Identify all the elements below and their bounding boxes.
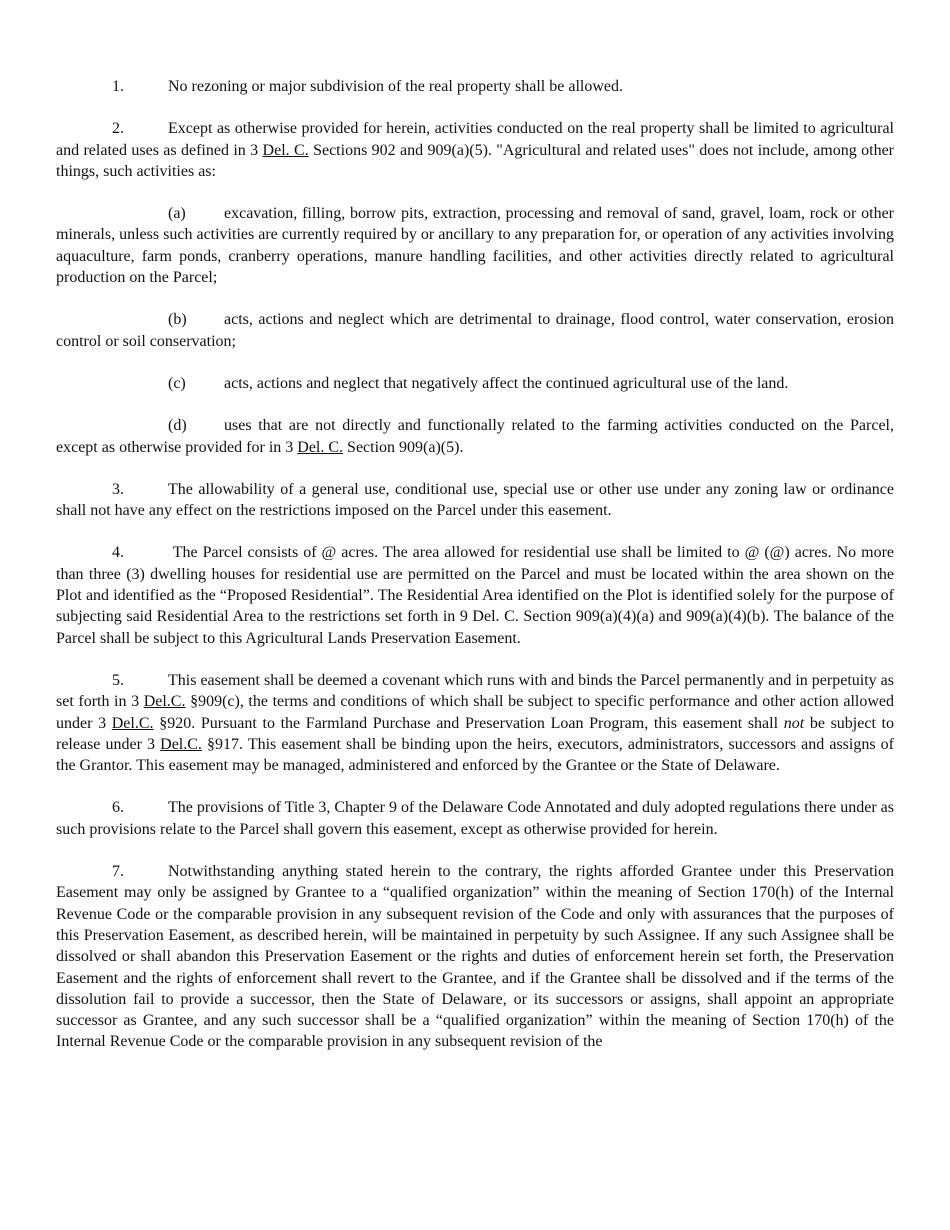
paragraph-number: 3.: [112, 480, 124, 498]
paragraph-text: acts, actions and neglect which are detrimental to drainage, flood control, water conservation, erosion control or soil conservation;: [56, 311, 894, 350]
paragraph-text: acts, actions and neglect that negatively affect the continued agricultural use of the land.: [224, 374, 789, 392]
paragraph-number: 4.: [112, 544, 124, 562]
document-page: [56, 76, 894, 1074]
subparagraph-letter: (c): [168, 374, 186, 392]
paragraph-text: Notwithstanding anything stated herein to the contrary, the rights afforded Grantee under this Preservation Easement may only be assigned by Grantee to a “qualified organization” within the meaning of Section 170(h) of the Internal Revenue Code or the comparable provision in any subsequent revision of the Code and only with assurances that the purposes of this Preservation Easement, as described herein, will be maintained in perpetuity by such Assignee. If any such Assignee shall be dissolved or shall abandon this Preservation Easement or the rights and duties of enforcement herein set forth, the Preservation Easement and the rights of enforcement shall revert to the Grantee, and if the Grantee shall be dissolved and if the terms of the dissolution fail to provide a successor, then the State of Delaware, or its successors or assigns, shall appoint an appropriate successor as Grantee, and any such successor shall be a “qualified organization” within the meaning of Section 170(h) of the Internal Revenue Code or the comparable provision in any subsequent revision of the: [56, 863, 894, 1051]
subparagraph-c: [56, 373, 894, 394]
statute-citation: Del. C.: [262, 141, 309, 159]
paragraph-3: [56, 479, 894, 522]
paragraph-text: §917. This easement shall be binding upon the heirs, executors, administrators, successors and assigns of the Grantor. This easement may be managed, administered and enforced by the Grantee or the State of Delaware.: [56, 735, 894, 775]
paragraph-number: 1.: [112, 78, 124, 95]
paragraph-5: [56, 670, 894, 776]
paragraph-2: [56, 118, 894, 182]
paragraph-text: Sections 902 and 909(a)(5). "Agricultural and related uses" does not include, among other things, such activities as:: [56, 141, 895, 180]
subparagraph-d: [56, 415, 894, 458]
paragraph-text: uses that are not directly and functionally related to the farming activities conducted on the Parcel, except as otherwise provided for in 3: [56, 417, 894, 456]
subparagraph-letter: (b): [168, 311, 187, 329]
paragraph-7: [56, 861, 894, 1053]
paragraph-4: [56, 542, 894, 648]
paragraph-text: excavation, filling, borrow pits, extraction, processing and removal of sand, gravel, loam, rock or other minerals, unless such activities are currently required by or ancillary to any preparation for, or operation of any activities involving aquaculture, farm ponds, cranberry operations, manure handling facilities, and other activities directly related to agricultural production on the Parcel;: [56, 205, 894, 287]
statute-citation: Del.C.: [143, 693, 186, 711]
paragraph-text: §920. Pursuant to the Farmland Purchase and Preservation Loan Program, this easement shall: [153, 714, 784, 732]
subparagraph-a: [56, 203, 894, 288]
subparagraph-b: [56, 309, 894, 352]
statute-citation: Del.C.: [160, 735, 202, 753]
paragraph-1: [56, 76, 894, 97]
paragraph-number: 2.: [112, 120, 124, 138]
paragraph-number: 7.: [112, 863, 124, 881]
paragraph-text: This easement shall be deemed a covenant which runs with and binds the Parcel permanently and in perpetuity as set forth in 3: [56, 671, 894, 711]
paragraph-number: 5.: [112, 671, 124, 689]
emphasis-text: not: [783, 714, 805, 732]
subparagraph-letter: (d): [168, 417, 187, 435]
statute-citation: Del.C.: [111, 714, 154, 732]
paragraph-text: Section 909(a)(5).: [343, 438, 464, 456]
statute-citation: Del. C.: [297, 438, 344, 456]
paragraph-number: 6.: [112, 799, 124, 817]
paragraph-text: No rezoning or major subdivision of the real property shall be allowed.: [168, 78, 623, 95]
paragraph-text: §909(c), the terms and conditions of which shall be subject to specific performance and other action allowed under 3: [56, 693, 895, 732]
subparagraph-letter: (a): [168, 205, 186, 223]
paragraph-text: Except as otherwise provided for herein, activities conducted on the real property shall be limited to agricultural and related uses as defined in 3: [56, 120, 894, 159]
paragraph-6: [56, 797, 894, 840]
paragraph-text: The Parcel consists of @ acres. The area allowed for residential use shall be limited to @ (@) acres. No more than three (3) dwelling houses for residential use are permitted on the Parcel and must be located within the area shown on the Plot and identified as the “Proposed Residential”. The Residential Area identified on the Plot is identified solely for the purpose of subjecting said Residential Area to the restrictions set forth in 9 Del. C. Section 909(a)(4)(a) and 909(a)(4)(b). The balance of the Parcel shall be subject to this Agricultural Lands Preservation Easement.: [56, 544, 894, 647]
paragraph-text: The provisions of Title 3, Chapter 9 of the Delaware Code Annotated and duly adopted regulations there under as such provisions relate to the Parcel shall govern this easement, except as otherwise provided for herein.: [56, 799, 894, 838]
paragraph-text: be subject to release under 3: [56, 714, 894, 753]
paragraph-text: The allowability of a general use, conditional use, special use or other use under any zoning law or ordinance shall not have any effect on the restrictions imposed on the Parcel under this easement.: [56, 480, 894, 520]
